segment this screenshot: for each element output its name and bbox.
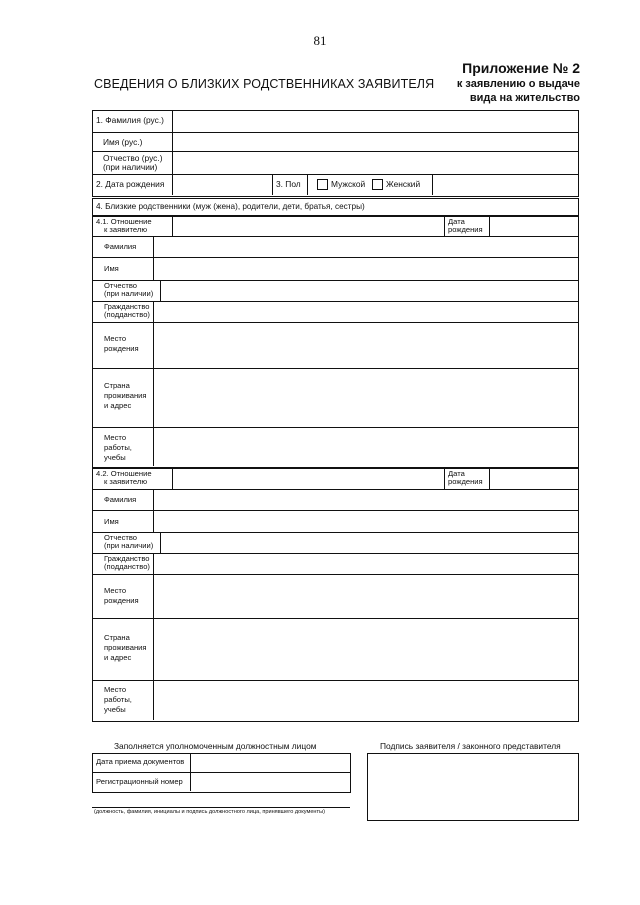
applicant-birthdate-label: 2. Дата рождения [96, 179, 165, 189]
applicant-birthdate-field[interactable] [174, 176, 271, 194]
applicant-name-label: Имя (рус.) [103, 137, 143, 147]
relative-2-surname-field[interactable] [155, 491, 576, 509]
relative-1-relation-field[interactable] [174, 217, 442, 235]
form-title: СВЕДЕНИЯ О БЛИЗКИХ РОДСТВЕННИКАХ ЗАЯВИТЕЛЯ [94, 77, 435, 91]
relative-2-birth-note: рождения [448, 477, 483, 486]
relative-2-country-note-1: проживания [104, 643, 147, 652]
relative-2-birthplace-field[interactable] [155, 576, 576, 617]
relatives-header-text: 4. Близкие родственники (муж (жена), родители, дети, братья, сестры) [96, 202, 365, 211]
relative-2-relation-field[interactable] [174, 470, 442, 488]
applicant-patronymic-label: Отчество (рус.) [103, 153, 163, 163]
reg-number-field[interactable] [192, 774, 348, 790]
male-checkbox[interactable] [317, 179, 328, 190]
relative-2-country-field[interactable] [155, 620, 576, 679]
page-number: 81 [313, 33, 327, 48]
relative-2-patronymic-note: (при наличии) [104, 541, 154, 550]
relative-1-relation-note: к заявителю [104, 225, 148, 234]
reg-number-label: Регистрационный номер [96, 777, 183, 786]
relative-1-surname-field[interactable] [155, 238, 576, 256]
relative-2-work-label: Место [104, 685, 127, 694]
relative-2-patronymic-field[interactable] [162, 534, 576, 552]
relative-1-country-note-2: и адрес [104, 401, 132, 410]
relative-1-country-label: Страна [104, 381, 130, 390]
relative-2-citizenship-field[interactable] [155, 555, 576, 573]
relative-1-citizenship-label: Гражданство [104, 302, 150, 311]
relative-1-country-note-1: проживания [104, 391, 147, 400]
relative-1-patronymic-note: (при наличии) [104, 289, 154, 298]
relative-2-patronymic-label: Отчество [104, 533, 138, 542]
relative-1-birthdate-field[interactable] [491, 217, 576, 235]
relative-2-birthplace-note: рождения [104, 596, 139, 605]
relative-2-work-note-2: учебы [104, 705, 126, 714]
relative-1-citizenship-field[interactable] [155, 303, 576, 321]
appendix-subtitle-2: вида на жительство [469, 92, 580, 104]
relative-2-relation-note: к заявителю [104, 477, 148, 486]
relative-1-work-note-2: учебы [104, 453, 126, 462]
relative-2-birthdate-field[interactable] [491, 470, 576, 488]
relative-2-work-field[interactable] [155, 682, 576, 719]
relative-2-name-label: Имя [104, 517, 119, 526]
applicant-surname-label: 1. Фамилия (рус.) [96, 115, 164, 125]
receipt-date-label: Дата приема документов [96, 757, 185, 766]
signature-box[interactable] [367, 753, 579, 821]
relative-2-work-note-1: работы, [104, 695, 132, 704]
relative-2-citizenship-note: (подданство) [104, 562, 150, 571]
relative-1-work-label: Место [104, 433, 127, 442]
applicant-name-field[interactable] [174, 134, 576, 150]
relative-1-birthplace-label: Место [104, 334, 127, 343]
relative-2-surname-label: Фамилия [104, 495, 137, 504]
female-checkbox[interactable] [372, 179, 383, 190]
relative-1-birth-note: рождения [448, 225, 483, 234]
female-label: Женский [386, 179, 421, 189]
relative-2-relation-label: 4.2. Отношение [96, 469, 152, 478]
applicant-patronymic-note: (при наличии) [103, 162, 158, 172]
male-label: Мужской [331, 179, 366, 189]
relative-2-country-note-2: и адрес [104, 653, 132, 662]
relative-1-country-field[interactable] [155, 370, 576, 426]
relative-1-birth-label: Дата [448, 217, 465, 226]
relative-1-patronymic-label: Отчество [104, 281, 138, 290]
relative-1-work-field[interactable] [155, 429, 576, 465]
official-heading: Заполняется уполномоченным должностным лицом [114, 741, 317, 751]
relative-1-relation-label: 4.1. Отношение [96, 217, 152, 226]
official-signature-line [92, 807, 350, 808]
relative-1-patronymic-field[interactable] [162, 282, 576, 300]
relative-1-birthplace-field[interactable] [155, 324, 576, 367]
signature-heading: Подпись заявителя / законного представителя [380, 741, 561, 751]
official-footnote: (должность, фамилия, инициалы и подпись должностного лица, принявшего документы) [94, 809, 325, 815]
relative-1-name-label: Имя [104, 264, 119, 273]
relative-1-surname-label: Фамилия [104, 242, 137, 251]
relative-2-citizenship-label: Гражданство [104, 554, 150, 563]
applicant-surname-field[interactable] [174, 112, 576, 131]
relative-2-country-label: Страна [104, 633, 130, 642]
relative-1-birthplace-note: рождения [104, 344, 139, 353]
applicant-sex-label: 3. Пол [276, 179, 301, 189]
receipt-date-field[interactable] [192, 755, 348, 771]
appendix-subtitle-1: к заявлению о выдаче [456, 78, 580, 90]
relative-1-work-note-1: работы, [104, 443, 132, 452]
relative-2-birth-label: Дата [448, 469, 465, 478]
relative-1-name-field[interactable] [155, 259, 576, 279]
relative-1-citizenship-note: (подданство) [104, 310, 150, 319]
relative-2-birthplace-label: Место [104, 586, 127, 595]
appendix-title: Приложение № 2 [462, 60, 580, 76]
relative-2-name-field[interactable] [155, 512, 576, 531]
applicant-patronymic-field[interactable] [174, 153, 576, 173]
